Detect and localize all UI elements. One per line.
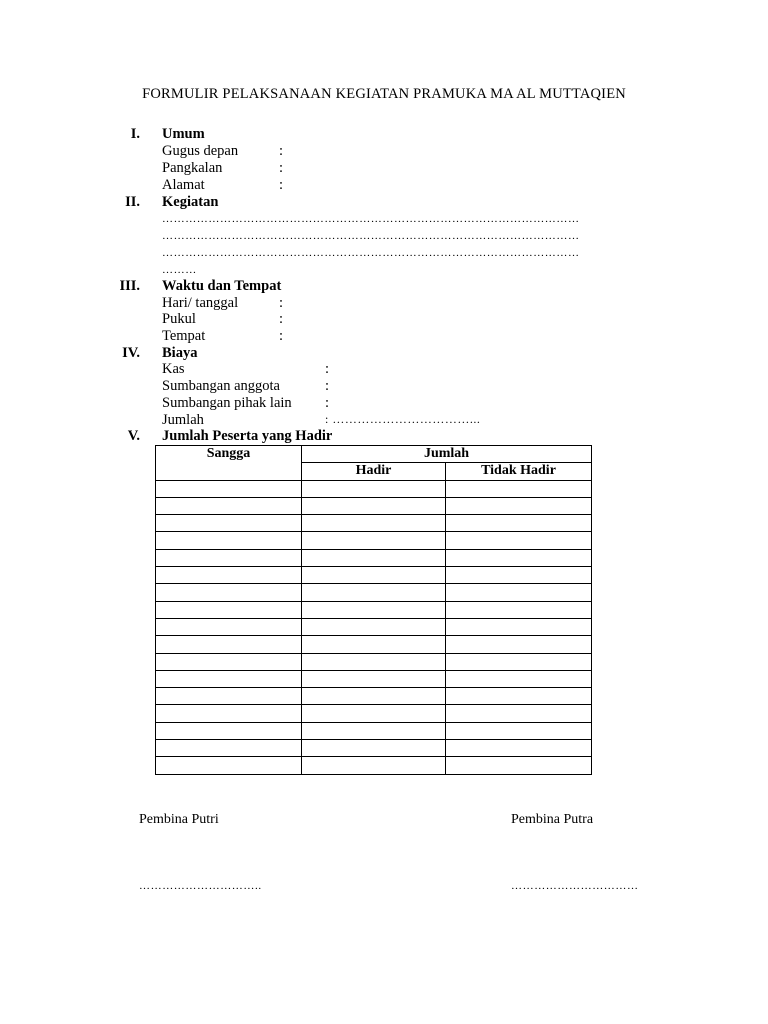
field-colon-pangkalan: :: [279, 160, 284, 176]
header-jumlah: Jumlah: [302, 446, 592, 463]
cell-sangga[interactable]: [156, 497, 302, 514]
kegiatan-dot-line-2: ………………………………………………………………………………………………: [162, 230, 580, 242]
header-sangga: Sangga: [156, 446, 302, 481]
table-row: [156, 722, 592, 739]
cell-sangga[interactable]: [156, 618, 302, 635]
cell-hadir[interactable]: [302, 567, 446, 584]
cell-hadir[interactable]: [302, 618, 446, 635]
signature-label-pembina-putra: Pembina Putra: [511, 812, 594, 827]
field-colon-sumbangan-pihak-lain: :: [325, 395, 330, 411]
section-numeral-peserta: V.: [127, 428, 140, 444]
table-row: [156, 705, 592, 722]
cell-sangga[interactable]: [156, 722, 302, 739]
cell-hadir[interactable]: [302, 740, 446, 757]
field-colon-kas: :: [325, 361, 330, 377]
field-colon-pukul: :: [279, 311, 284, 327]
cell-tidak-hadir[interactable]: [446, 757, 592, 774]
header-hadir: Hadir: [302, 463, 446, 480]
field-label-pangkalan: Pangkalan: [162, 160, 223, 176]
cell-hadir[interactable]: [302, 653, 446, 670]
cell-sangga[interactable]: [156, 757, 302, 774]
cell-sangga[interactable]: [156, 480, 302, 497]
cell-hadir[interactable]: [302, 670, 446, 687]
form-title: FORMULIR PELAKSANAAN KEGIATAN PRAMUKA MA AL MUTTAQIEN: [142, 86, 626, 102]
table-row: [156, 757, 592, 774]
cell-sangga[interactable]: [156, 515, 302, 532]
cell-hadir[interactable]: [302, 497, 446, 514]
field-colon-alamat: :: [279, 177, 284, 193]
field-label-sumbangan-pihak-lain: Sumbangan pihak lain: [162, 395, 292, 411]
cell-hadir[interactable]: [302, 757, 446, 774]
cell-hadir[interactable]: [302, 601, 446, 618]
field-label-gugus-depan: Gugus depan: [162, 143, 239, 159]
cell-tidak-hadir[interactable]: [446, 549, 592, 566]
table-row: [156, 515, 592, 532]
cell-sangga[interactable]: [156, 653, 302, 670]
cell-tidak-hadir[interactable]: [446, 584, 592, 601]
cell-tidak-hadir[interactable]: [446, 636, 592, 653]
cell-sangga[interactable]: [156, 705, 302, 722]
table-row: [156, 601, 592, 618]
field-label-alamat: Alamat: [162, 177, 205, 193]
cell-tidak-hadir[interactable]: [446, 601, 592, 618]
field-label-kas: Kas: [162, 361, 185, 377]
cell-tidak-hadir[interactable]: [446, 653, 592, 670]
section-numeral-waktu: III.: [119, 278, 140, 294]
cell-tidak-hadir[interactable]: [446, 705, 592, 722]
table-row: [156, 670, 592, 687]
table-row: [156, 653, 592, 670]
cell-hadir[interactable]: [302, 515, 446, 532]
field-label-sumbangan-anggota: Sumbangan anggota: [162, 378, 280, 394]
cell-tidak-hadir[interactable]: [446, 618, 592, 635]
cell-tidak-hadir[interactable]: [446, 497, 592, 514]
cell-sangga[interactable]: [156, 740, 302, 757]
field-colon-sumbangan-anggota: :: [325, 378, 330, 394]
section-numeral-kegiatan: II.: [125, 194, 140, 210]
table-row: [156, 584, 592, 601]
cell-tidak-hadir[interactable]: [446, 722, 592, 739]
cell-hadir[interactable]: [302, 532, 446, 549]
cell-tidak-hadir[interactable]: [446, 515, 592, 532]
table-row: [156, 567, 592, 584]
cell-hadir[interactable]: [302, 722, 446, 739]
cell-sangga[interactable]: [156, 584, 302, 601]
field-label-pukul: Pukul: [162, 311, 196, 327]
section-heading-waktu: Waktu dan Tempat: [162, 278, 282, 294]
cell-sangga[interactable]: [156, 601, 302, 618]
section-heading-biaya: Biaya: [162, 345, 198, 361]
field-colon-jumlah: : ……………………………...: [325, 412, 481, 426]
cell-tidak-hadir[interactable]: [446, 480, 592, 497]
table-row: [156, 740, 592, 757]
section-heading-umum: Umum: [162, 126, 205, 142]
cell-sangga[interactable]: [156, 567, 302, 584]
field-label-tempat: Tempat: [162, 328, 206, 344]
field-colon-tempat: :: [279, 328, 284, 344]
field-colon-gugus-depan: :: [279, 143, 284, 159]
attendance-table: [155, 445, 592, 775]
cell-hadir[interactable]: [302, 480, 446, 497]
cell-hadir[interactable]: [302, 584, 446, 601]
table-row: [156, 532, 592, 549]
section-numeral-umum: I.: [130, 126, 140, 142]
kegiatan-dot-line-1: ………………………………………………………………………………………………: [162, 213, 580, 225]
cell-hadir[interactable]: [302, 688, 446, 705]
cell-tidak-hadir[interactable]: [446, 740, 592, 757]
kegiatan-dot-line-3: ………………………………………………………………………………………………: [162, 247, 580, 259]
signature-line-pembina-putri: …………………………..: [139, 880, 262, 892]
cell-sangga[interactable]: [156, 532, 302, 549]
cell-sangga[interactable]: [156, 688, 302, 705]
cell-hadir[interactable]: [302, 549, 446, 566]
section-heading-peserta: Jumlah Peserta yang Hadir: [162, 428, 333, 444]
cell-sangga[interactable]: [156, 670, 302, 687]
cell-hadir[interactable]: [302, 636, 446, 653]
field-label-hari-tanggal: Hari/ tanggal: [162, 295, 239, 311]
cell-tidak-hadir[interactable]: [446, 567, 592, 584]
attendance-table-body: [156, 480, 592, 774]
table-row: [156, 636, 592, 653]
kegiatan-dot-line-4: ………: [162, 264, 197, 276]
cell-tidak-hadir[interactable]: [446, 688, 592, 705]
table-row: [156, 497, 592, 514]
section-numeral-biaya: IV.: [122, 345, 140, 361]
header-tidak-hadir: Tidak Hadir: [446, 463, 592, 480]
field-label-jumlah: Jumlah: [162, 412, 204, 428]
field-colon-hari-tanggal: :: [279, 295, 284, 311]
table-row: [156, 618, 592, 635]
cell-sangga[interactable]: [156, 549, 302, 566]
cell-tidak-hadir[interactable]: [446, 532, 592, 549]
table-row: [156, 688, 592, 705]
cell-tidak-hadir[interactable]: [446, 670, 592, 687]
cell-sangga[interactable]: [156, 636, 302, 653]
table-row: [156, 549, 592, 566]
signature-line-pembina-putra: ……………………………: [511, 880, 639, 892]
section-heading-kegiatan: Kegiatan: [162, 194, 219, 210]
signature-label-pembina-putri: Pembina Putri: [139, 812, 219, 827]
table-row: [156, 480, 592, 497]
cell-hadir[interactable]: [302, 705, 446, 722]
